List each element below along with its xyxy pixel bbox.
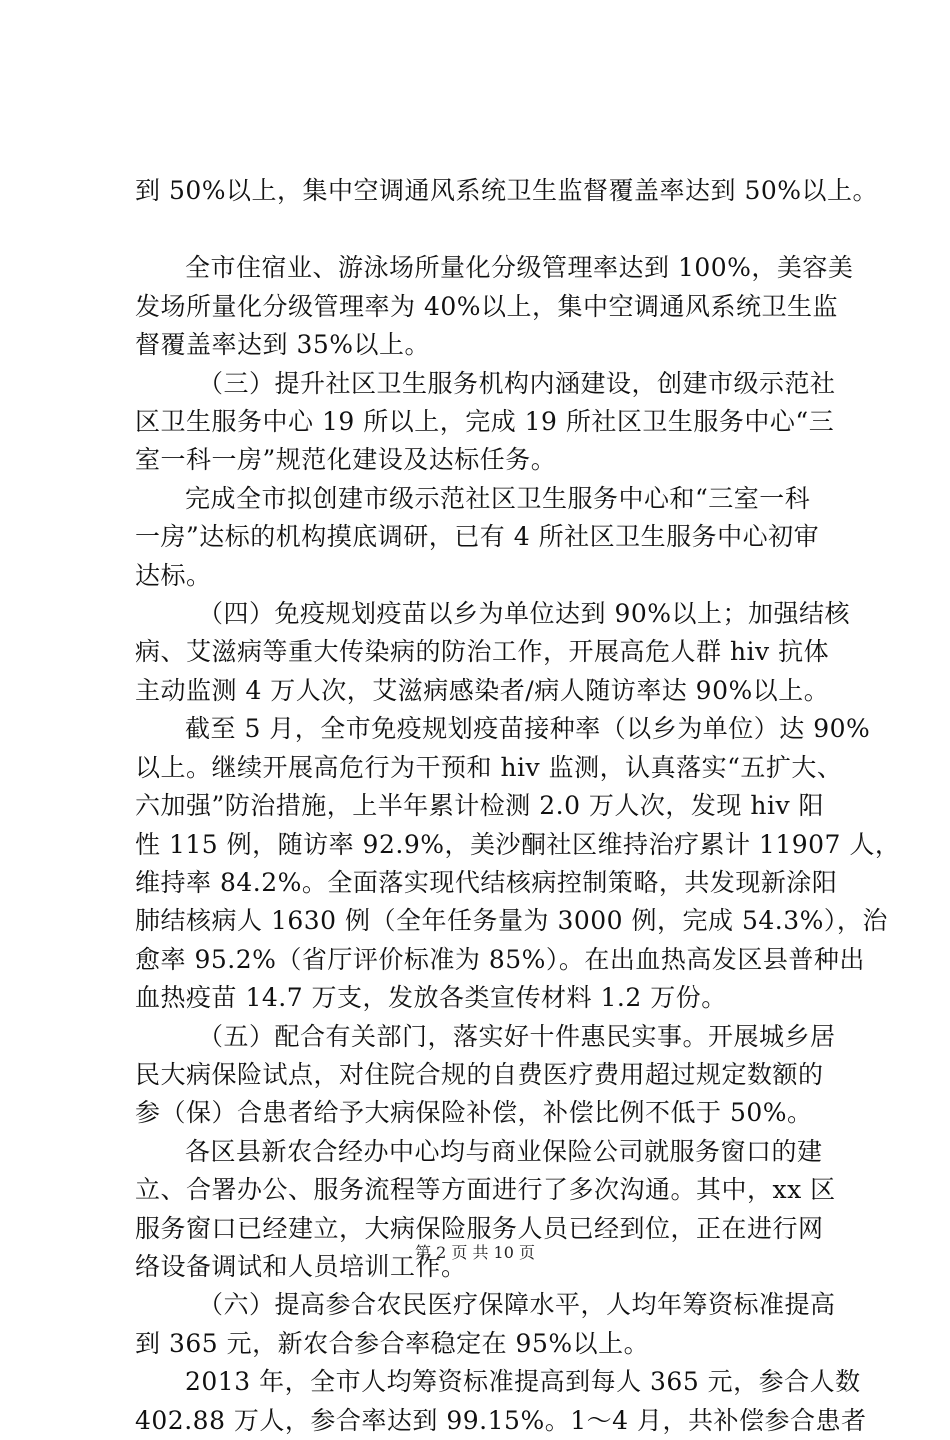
text-line: 性 115 例，随访率 92.9%，美沙酮社区维持治疗累计 11907 人， xyxy=(135,829,901,859)
text-line: 完成全市拟创建市级示范社区卫生服务中心和“三室一科 xyxy=(185,483,811,513)
text-line: 民大病保险试点，对住院合规的自费医疗费用超过规定数额的 xyxy=(135,1059,824,1089)
text-line: （五）配合有关部门，落实好十件惠民实事。开展城乡居 xyxy=(198,1021,836,1051)
text-line: 血热疫苗 14.7 万支，发放各类宣传材料 1.2 万份。 xyxy=(135,983,727,1013)
page-number: 第 2 页 共 10 页 xyxy=(415,1243,535,1262)
text-line: 2013 年，全市人均筹资标准提高到每人 365 元，参合人数 xyxy=(185,1367,861,1397)
page-footer xyxy=(0,1242,950,1264)
text-line: 愈率 95.2%（省厅评价标准为 85%）。在出血热高发区县普种出 xyxy=(135,944,865,974)
text-line: 达标。 xyxy=(135,560,212,590)
text-line: 区卫生服务中心 19 所以上，完成 19 所社区卫生服务中心“三 xyxy=(135,407,835,437)
text-line: 参（保）合患者给予大病保险补偿，补偿比例不低于 50%。 xyxy=(135,1098,813,1128)
text-line: 到 365 元，新农合参合率稳定在 95%以上。 xyxy=(135,1328,650,1358)
text-line: 到 50%以上，集中空调通风系统卫生监督覆盖率达到 50%以上。 xyxy=(135,176,879,205)
text-line: （四）免疫规划疫苗以乡为单位达到 90%以上；加强结核 xyxy=(198,599,851,629)
text-line: 一房”达标的机构摸底调研，已有 4 所社区卫生服务中心初审 xyxy=(135,522,820,552)
text-line: 402.88 万人，参合率达到 99.15%。1～4 月，共补偿参合患者 xyxy=(135,1405,867,1435)
text-line: 服务窗口已经建立，大病保险服务人员已经到位，正在进行网 xyxy=(135,1213,824,1243)
text-line: 立、合署办公、服务流程等方面进行了多次沟通。其中，xx 区 xyxy=(135,1175,836,1205)
text-line: 主动监测 4 万人次，艾滋病感染者/病人随访率达 90%以上。 xyxy=(135,675,830,705)
text-line: 全市住宿业、游泳场所量化分级管理率达到 100%，美容美 xyxy=(185,253,854,283)
text-line: 络设备调试和人员培训工作。 xyxy=(135,1251,467,1281)
text-line: 维持率 84.2%。全面落实现代结核病控制策略，共发现新涂阳 xyxy=(135,867,838,897)
text-line: 室一科一房”规范化建设及达标任务。 xyxy=(135,445,557,475)
text-line: （三）提升社区卫生服务机构内涵建设，创建市级示范社 xyxy=(198,368,836,398)
text-line: 截至 5 月，全市免疫规划疫苗接种率（以乡为单位）达 90% xyxy=(185,714,871,744)
text-line: 各区县新农合经办中心均与商业保险公司就服务窗口的建 xyxy=(185,1136,823,1166)
text-line: （六）提高参合农民医疗保障水平，人均年筹资标准提高 xyxy=(198,1290,836,1320)
text-line: 肺结核病人 1630 例（全年任务量为 3000 例，完成 54.3%），治 xyxy=(135,906,888,936)
text-line: 病、艾滋病等重大传染病的防治工作，开展高危人群 hiv 抗体 xyxy=(135,637,830,667)
text-line: 六加强”防治措施，上半年累计检测 2.0 万人次，发现 hiv 阳 xyxy=(135,791,825,821)
text-line: 督覆盖率达到 35%以上。 xyxy=(135,330,431,360)
text-line: 以上。继续开展高危行为干预和 hiv 监测，认真落实“五扩大、 xyxy=(135,752,843,782)
text-line: 发场所量化分级管理率为 40%以上，集中空调通风系统卫生监 xyxy=(135,291,839,321)
